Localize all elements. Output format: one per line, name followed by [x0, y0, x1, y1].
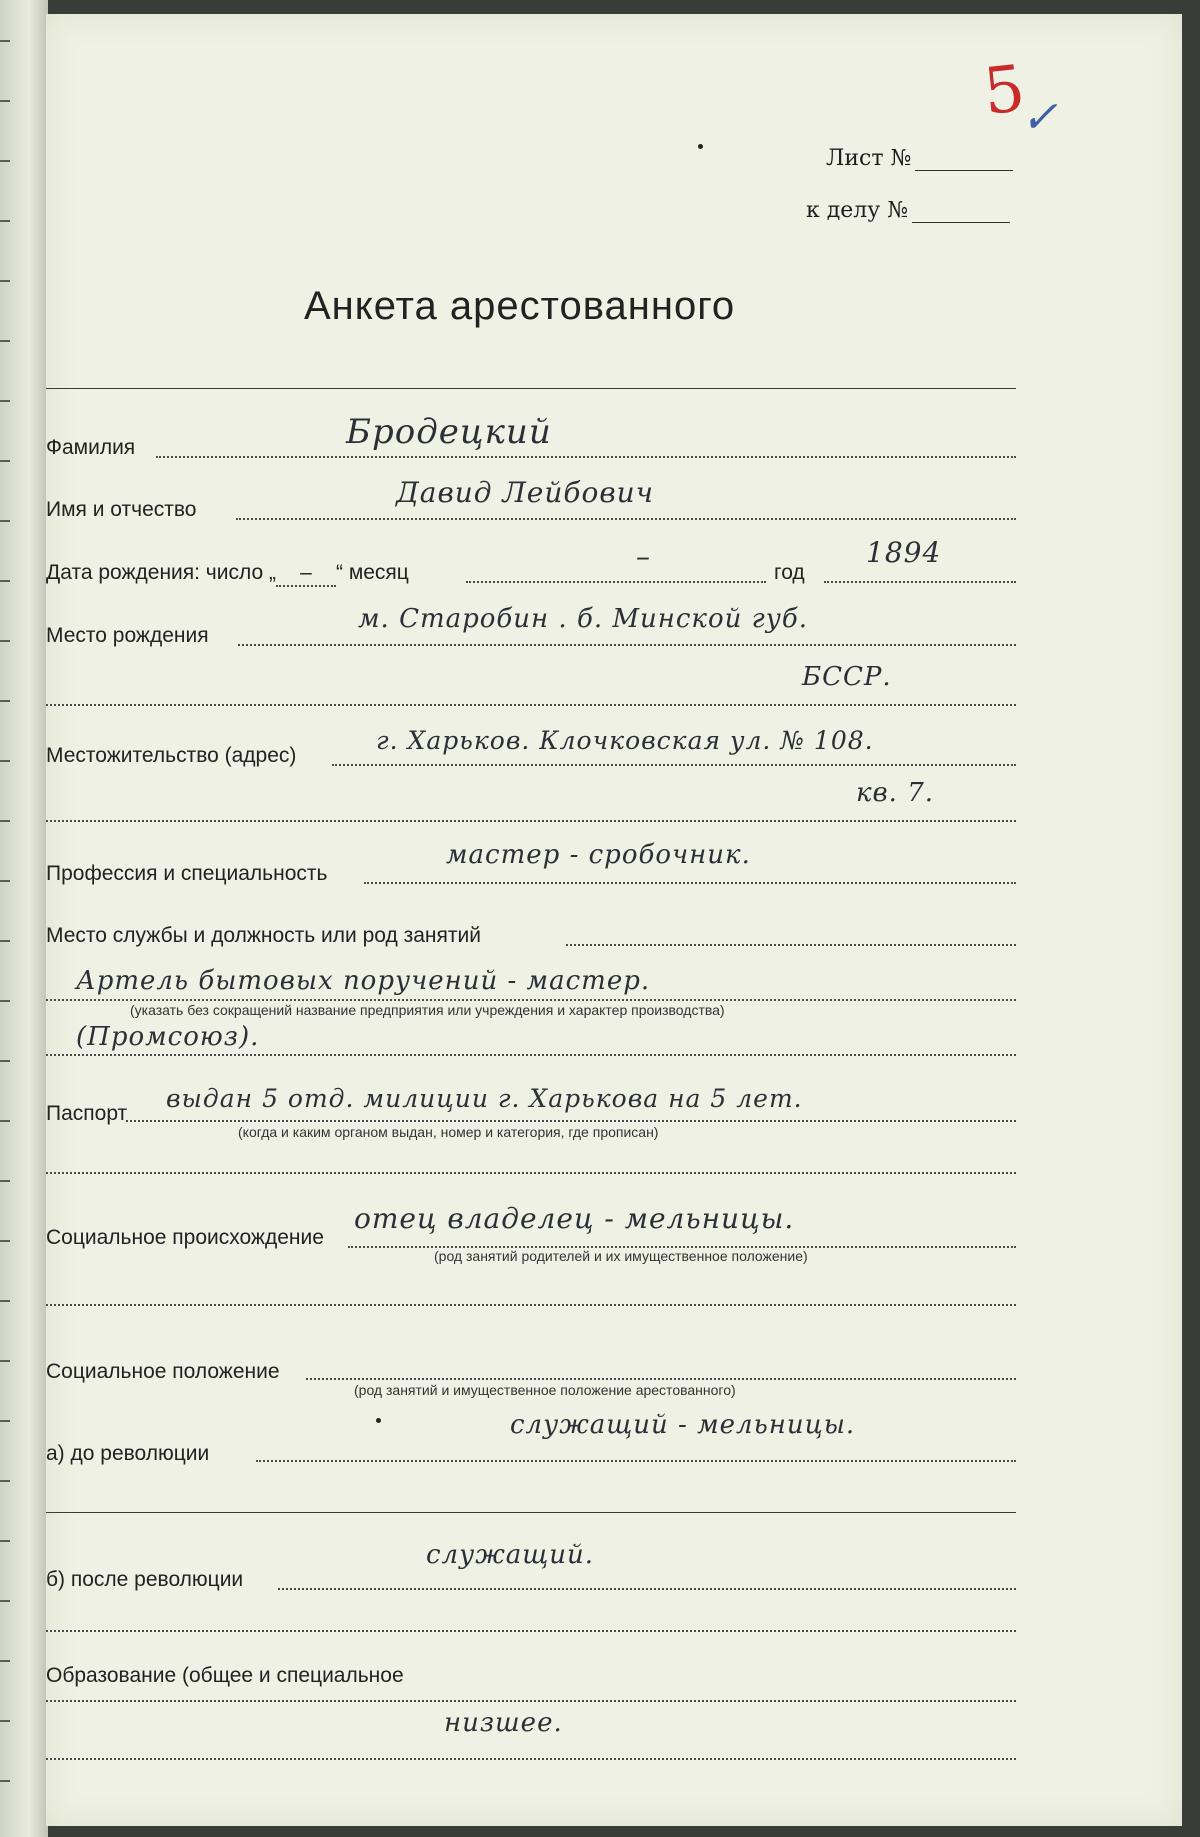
birthplace-label: Место рождения — [46, 624, 209, 647]
dob-year-value: 1894 — [866, 536, 942, 569]
header-rule — [46, 388, 1016, 389]
dob-year-line — [824, 581, 1016, 583]
before-revolution-label: а) до революции — [46, 1442, 210, 1465]
sheet-number-field — [826, 146, 1013, 171]
after-revolution-label: б) после революции — [46, 1568, 244, 1591]
social-origin-label: Социальное происхождение — [46, 1226, 324, 1249]
education-line-2 — [46, 1758, 1016, 1760]
workplace-line-1 — [566, 944, 1016, 946]
workplace-label: Место службы и должность или род занятий — [46, 924, 481, 947]
workplace-value-2: (Промсоюз). — [76, 1022, 260, 1052]
after-revolution-line-2 — [46, 1630, 1016, 1632]
surname-line — [156, 456, 1016, 458]
dob-day-value: – — [276, 561, 336, 587]
workplace-line-2 — [46, 999, 1016, 1001]
paper-speck — [698, 144, 703, 149]
social-status-caption: (род занятий и имущественное положение арестованного) — [354, 1382, 736, 1398]
dob-day-label: Дата рождения: число — [46, 561, 264, 584]
dob-month-label: месяц — [348, 561, 409, 584]
birthplace-value-2: БССР. — [802, 662, 892, 692]
passport-value: выдан 5 отд. милиции г. Харькова на 5 лет. — [166, 1084, 803, 1113]
passport-caption: (когда и каким органом выдан, номер и категория, где прописан) — [238, 1124, 659, 1140]
dob-month-line — [466, 581, 766, 583]
form-sheet — [46, 14, 1182, 1826]
case-number-label: к делу № — [806, 198, 909, 223]
name-line — [236, 518, 1016, 520]
before-revolution-value: служащий - мельницы. — [510, 1410, 856, 1440]
residence-value-1: г. Харьков. Клочковская ул. № 108. — [376, 726, 874, 755]
sheet-number-label: Лист № — [826, 146, 912, 171]
birthplace-value-1: м. Старобин . б. Минской губ. — [358, 604, 808, 634]
social-origin-line-2 — [46, 1304, 1016, 1306]
form-title: Анкета арестованного — [304, 284, 736, 328]
workplace-caption: (указать без сокращений название предприятия или учреждения и характер производства) — [130, 1002, 725, 1018]
profession-line — [364, 882, 1016, 884]
education-label: Образование (общее и специальное — [46, 1664, 404, 1687]
profession-value: мастер - сробочник. — [446, 840, 751, 870]
name-label: Имя и отчество — [46, 498, 197, 521]
before-revolution-rule — [46, 1512, 1016, 1513]
archive-binding-strip — [0, 0, 48, 1837]
after-revolution-line-1 — [278, 1588, 1016, 1590]
after-revolution-value: служащий. — [426, 1540, 595, 1570]
social-status-label: Социальное положение — [46, 1360, 280, 1383]
workplace-line-3 — [46, 1054, 1016, 1056]
social-origin-value: отец владелец - мельницы. — [354, 1202, 795, 1235]
blue-pencil-mark: ✓ — [1021, 92, 1058, 143]
passport-line-1 — [126, 1120, 1016, 1122]
name-value: Давид Лейбович — [396, 476, 655, 509]
archive-page-number: 5 — [980, 52, 1029, 130]
birthplace-line-1 — [238, 644, 1016, 646]
residence-line-2 — [46, 820, 1016, 822]
passport-line-2 — [46, 1172, 1016, 1174]
dob-month-value: – — [636, 540, 651, 573]
residence-value-2: кв. 7. — [856, 778, 934, 808]
social-status-line — [306, 1378, 1016, 1380]
surname-label: Фамилия — [46, 436, 136, 459]
before-revolution-line — [256, 1460, 1016, 1462]
case-number-field — [806, 198, 1010, 223]
social-origin-caption: (род занятий родителей и их имущественное положение) — [434, 1248, 808, 1264]
dob-label: Дата рождения: число „ – “ месяц — [46, 561, 409, 587]
profession-label: Профессия и специальность — [46, 862, 328, 885]
passport-label: Паспорт — [46, 1102, 128, 1125]
residence-label: Местожительство (адрес) — [46, 744, 297, 767]
residence-line-1 — [332, 764, 1016, 766]
education-line-1 — [46, 1700, 1016, 1702]
education-value: низшее. — [444, 1708, 563, 1738]
dob-year-label: год — [774, 561, 805, 584]
paper-speck — [376, 1418, 381, 1423]
birthplace-line-2 — [46, 704, 1016, 706]
surname-value: Бродецкий — [346, 412, 552, 452]
workplace-value-1: Артель бытовых поручений - мастер. — [76, 966, 651, 996]
